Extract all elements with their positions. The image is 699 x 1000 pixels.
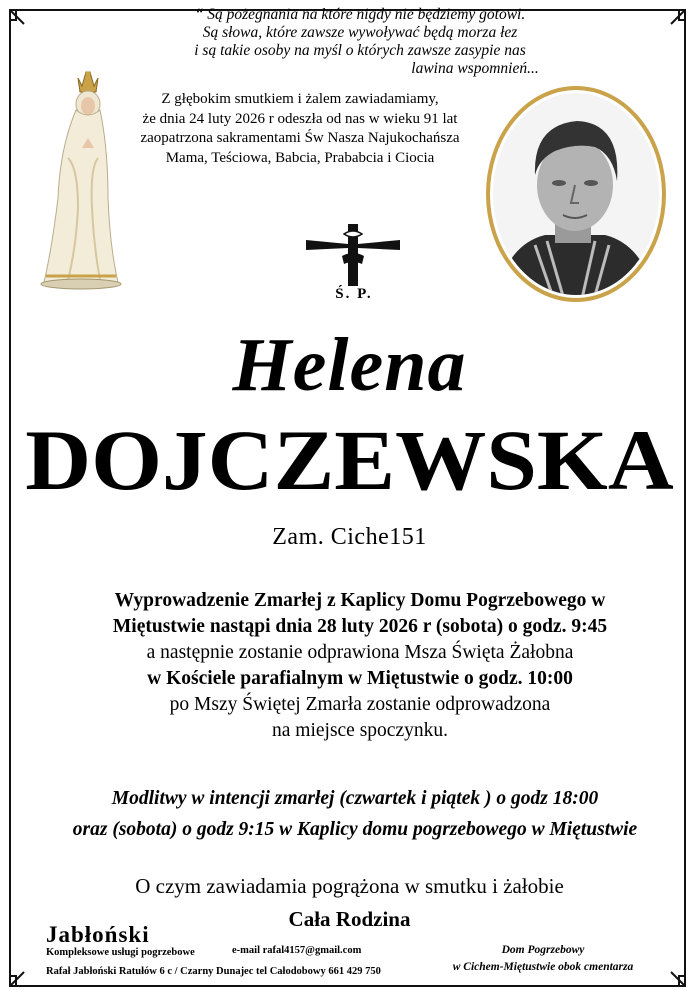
opening-quote <box>100 6 620 78</box>
funeral-home-subtitle: Kompleksowe usługi pogrzebowe <box>46 947 195 958</box>
madonna-statue-image <box>38 68 124 290</box>
funeral-home-logo: Jabłoński <box>46 922 150 947</box>
quote-line-3: i są takie osoby na myśl o których zawsze zasypie nas <box>194 42 526 59</box>
quote-line-1: “ Są pożegnania na które nigdy nie będziemy gotowi. <box>194 6 526 23</box>
announcement-line-2: Miętustwie nastąpi dnia 28 luty 2026 r (sobota) o godz. 9:45 <box>112 616 608 637</box>
intro-line-1: Z głębokim smutkiem i żalem zawiadamiamy, <box>161 91 439 107</box>
location-line-2: w Cichem-Miętustwie obok cmentarza <box>452 961 634 973</box>
intro-line-2: że dnia 24 luty 2026 r odeszła od nas w wieku 91 lat <box>142 110 458 127</box>
intro-line-3: zaopatrzona sakramentami Św Nasza Najukochańsza <box>140 130 460 146</box>
intro-line-4: Mama, Teściowa, Babcia, Prababcia i Ciocia <box>165 149 435 166</box>
announcement-line-3: a następnie zostanie odprawiona Msza Święta Żałobna <box>146 642 574 663</box>
quote-line-4: lawina wspomnień... <box>411 60 539 77</box>
intro-text <box>130 90 470 168</box>
announcement-line-6: na miejsce spoczynku. <box>272 720 448 741</box>
prayer-line-1: Modlitwy w intencji zmarłej (czwartek i piątek ) o godz 18:00 <box>111 788 599 809</box>
quote-line-2: Są słowa, które zawsze wywoływać będą morza łez <box>202 24 518 41</box>
last-name: DOJCZEWSKA <box>25 412 674 508</box>
prayer-line-2: oraz (sobota) o godz 9:15 w Kaplicy domu pogrzebowego w Miętustwie <box>72 819 638 840</box>
location-line-1: Dom Pogrzebowy <box>501 944 585 956</box>
mourners-line: O czym zawiadamia pogrążona w smutku i żałobie <box>135 874 564 898</box>
announcement-line-1: Wyprowadzenie Zmarłej z Kaplicy Domu Pogrzebowego w <box>114 590 606 611</box>
announcement-line-5: po Mszy Świętej Zmarła zostanie odprowadzona <box>169 694 551 715</box>
residence-address: Zam. Ciche151 <box>272 524 427 550</box>
portrait-photo <box>485 85 667 303</box>
funeral-home-address: Rafał Jabłoński Ratułów 6 c / Czarny Dunajec tel Całodobowy 661 429 750 <box>46 966 381 977</box>
funeral-home-email: e-mail rafal4157@gmail.com <box>232 945 362 956</box>
prayer-info <box>30 783 680 845</box>
first-name: Helena <box>232 323 467 407</box>
family-signature: Cała Rodzina <box>288 907 411 931</box>
announcement-line-4: w Kościele parafialnym w Miętustwie o godz. 10:00 <box>147 668 573 689</box>
funeral-home-location <box>440 942 646 976</box>
funeral-announcement <box>60 588 660 744</box>
sp-label: Ś. P. <box>335 286 373 302</box>
